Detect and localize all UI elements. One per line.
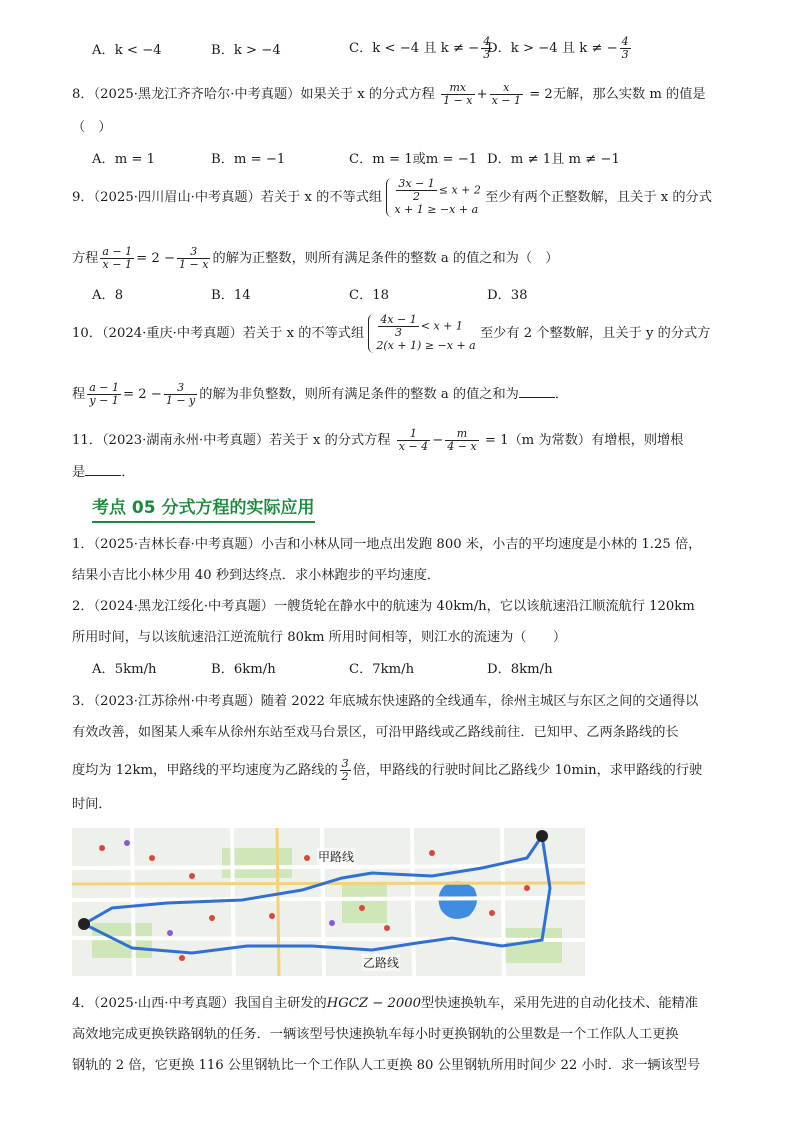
- route-map: [72, 828, 585, 976]
- q9-equation-line: 方程 $\frac{a - 1}{x - 1}$ = 2 − $\frac{3}{1 - x}$ 的解为正整数，则所有满足条件的整数 a 的值之和为（ ）: [72, 245, 559, 271]
- q8-option-d: D．m ≠ 1且 m ≠ −1: [487, 152, 620, 167]
- p2-option-b: B．6km/h: [211, 662, 276, 677]
- q10-stem: 10．（2024·重庆·中考真题）若关于 x 的不等式组 $\frac{4x - 1}{3}$ < x + 1 2(x + 1) ≥ −x + a 至少有 2 个整数解，且关于 y 的分式方: [72, 313, 711, 352]
- p4-line1: 4．（2025·山西·中考真题）我国自主研发的HGCZ − 2000型快速换轨车，采用先进的自动化技术、能精准: [72, 996, 698, 1011]
- section-heading: 考点 05 分式方程的实际应用: [92, 496, 315, 523]
- q11-answer-line: 是 ．: [72, 465, 135, 480]
- route-b-label: 乙路线: [363, 956, 400, 970]
- p2-line2: 所用时间，与以该航速沿江逆流航行 80km 所用时间相等，则江水的流速为（ ）: [72, 630, 567, 645]
- answer-blank: [519, 385, 555, 398]
- start-marker: [78, 918, 90, 930]
- p4-line2: 高效地完成更换铁路钢轨的任务．一辆该型号快速换轨车每小时更换钢轨的公里数是一个工作队人工更换: [72, 1027, 679, 1042]
- q7-option-a: A．k < −4: [92, 43, 162, 58]
- q9-option-a: A．8: [92, 288, 124, 303]
- route-a-label: 甲路线: [318, 850, 355, 864]
- q8-stem: 8．（2025·黑龙江齐齐哈尔·中考真题）如果关于 x 的分式方程 $\frac{mx}{1 - x}$ + $\frac{x}{x - 1}$ = 2无解，那么实数 m 的值是: [72, 81, 706, 107]
- q8-option-a: A．m = 1: [92, 152, 156, 167]
- q9-option-d: D．38: [487, 288, 528, 303]
- p3-line3: 度均为 12km，甲路线的平均速度为乙路线的 $\frac{3}{2}$ 倍，甲路线的行驶时间比乙路线少 10min，求甲路线的行驶: [72, 757, 703, 783]
- p3-line4: 时间．: [72, 797, 112, 812]
- q9-option-c: C．18: [349, 288, 390, 303]
- p2-line1: 2．（2024·黑龙江绥化·中考真题）一艘货轮在静水中的航速为 40km/h，它以该航速沿江顺流航行 120km: [72, 599, 695, 614]
- q8-option-c: C．m = 1或m = −1: [349, 152, 478, 167]
- q9-stem: 9．（2025·四川眉山·中考真题）若关于 x 的不等式组 $\frac{3x - 1}{2}$ ≤ x + 2 x + 1 ≥ −x + a 至少有两个正整数解，且关于 x 的分式: [72, 177, 712, 216]
- q7-option-d: D．k > −4 且 k ≠ − $\frac{4}{3}$: [487, 35, 629, 61]
- q7-option-b: B．k > −4: [211, 43, 281, 58]
- q9-inequality-system: $\frac{3x - 1}{2}$ ≤ x + 2 x + 1 ≥ −x + a: [386, 178, 481, 217]
- p1-line2: 结果小吉比小林少用 40 秒到达终点．求小林跑步的平均速度．: [72, 568, 441, 583]
- p3-line2: 有效改善，如图某人乘车从徐州东站至戏马台景区，可沿甲路线或乙路线前往．已知甲、乙两条路线的长: [72, 725, 679, 740]
- p2-option-d: D．8km/h: [487, 662, 553, 677]
- end-marker: [536, 830, 548, 842]
- q9-option-b: B．14: [211, 288, 251, 303]
- p2-option-a: A．5km/h: [92, 662, 157, 677]
- q10-inequality-system: $\frac{4x - 1}{3}$ < x + 1 2(x + 1) ≥ −x + a: [368, 314, 475, 353]
- q8-paren: （ ）: [72, 120, 112, 135]
- q8-option-b: B．m = −1: [211, 152, 286, 167]
- p1-line1: 1．（2025·吉林长春·中考真题）小吉和小林从同一地点出发跑 800 米，小吉的平均速度是小林的 1.25 倍，: [72, 537, 702, 552]
- q10-equation-line: 程 $\frac{a - 1}{y - 1}$ = 2 − $\frac{3}{1 - y}$ 的解为非负整数，则所有满足条件的整数 a 的值之和为 ．: [72, 381, 569, 407]
- answer-blank: [85, 463, 121, 476]
- p4-line3: 钢轨的 2 倍，它更换 116 公里钢轨比一个工作队人工更换 80 公里钢轨所用时间少 22 小时．求一辆该型号: [72, 1058, 701, 1073]
- p3-line1: 3．（2023·江苏徐州·中考真题）随着 2022 年底城东快速路的全线通车，徐州主城区与东区之间的交通得以: [72, 694, 699, 709]
- q11-stem: 11．（2023·湖南永州·中考真题）若关于 x 的分式方程 $\frac{1}{x - 4}$ − $\frac{m}{4 - x}$ = 1（m 为常数）有增根，则增根: [72, 427, 684, 453]
- q7-option-c: C．k < −4 且 k ≠ − $\frac{4}{3}$: [349, 35, 491, 61]
- p2-option-c: C．7km/h: [349, 662, 415, 677]
